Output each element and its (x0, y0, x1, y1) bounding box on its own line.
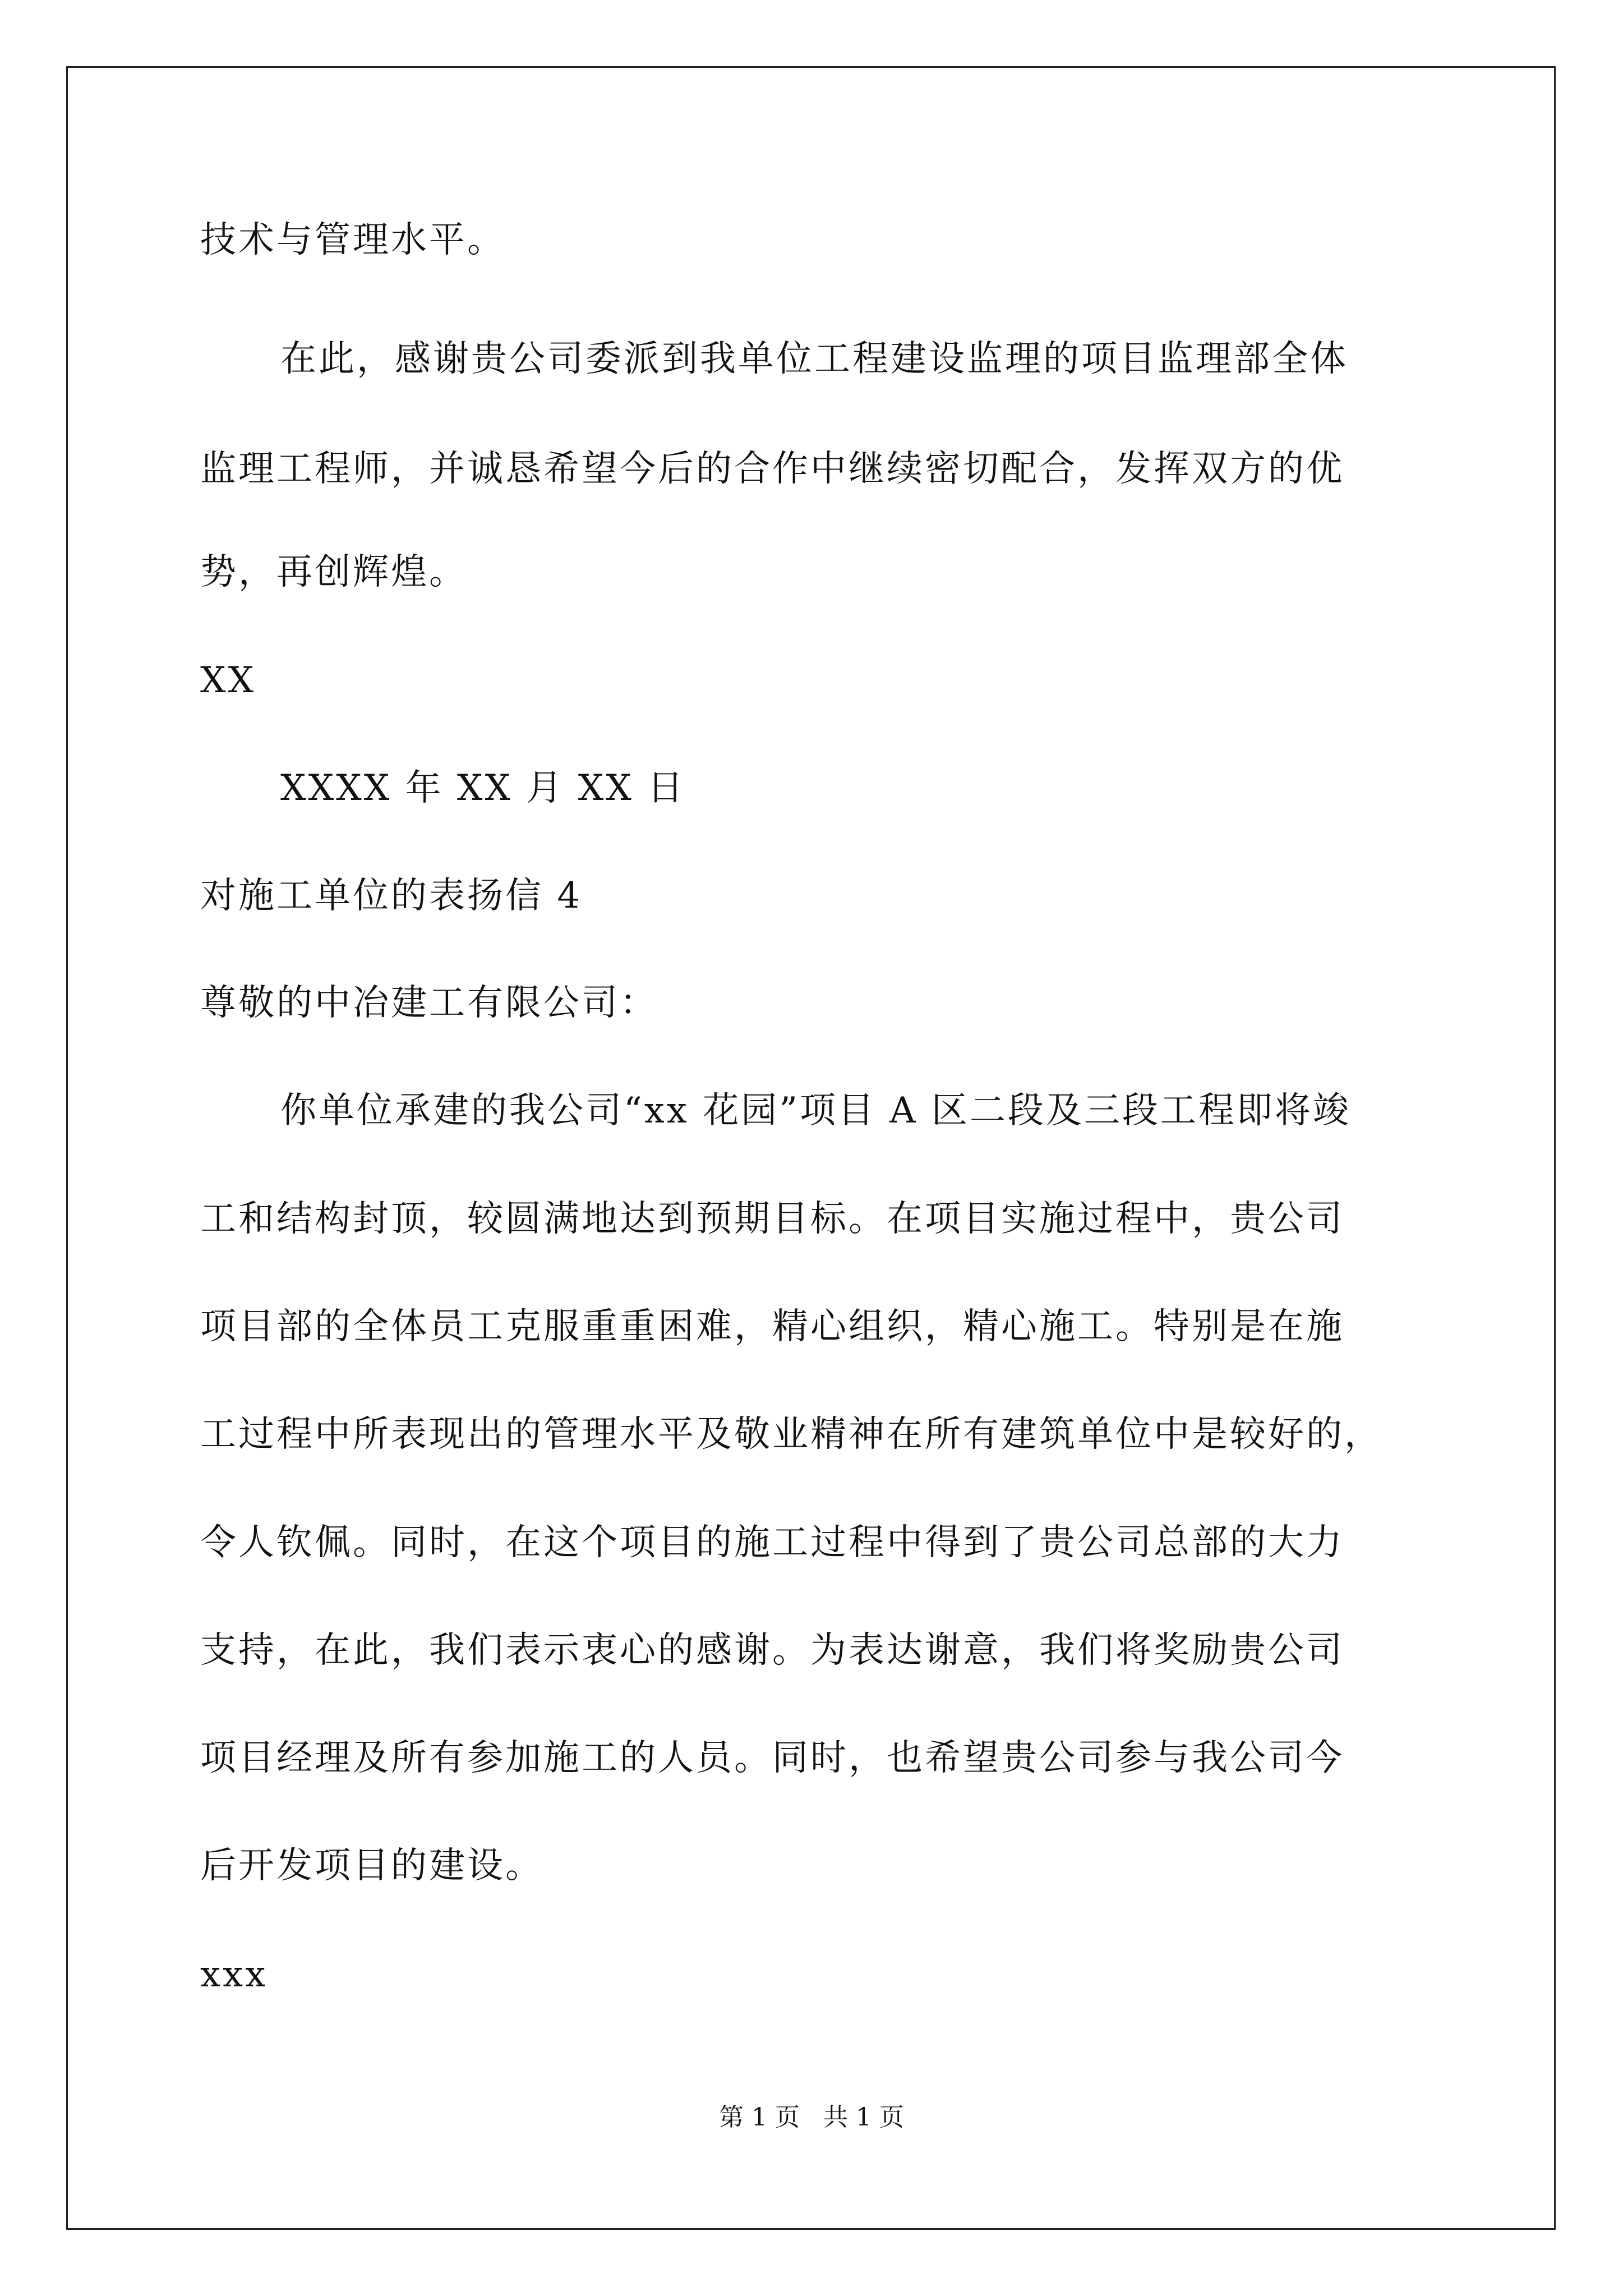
text-line: 工过程中所表现出的管理水平及敬业精神在所有建筑单位中是较好的， (200, 1414, 1382, 1455)
text-line: 势，再创辉煌。 (200, 551, 467, 593)
text-line: 技术与管理水平。 (200, 219, 505, 261)
signature-name: XX (200, 660, 256, 701)
text-line: 监理工程师，并诚恳希望今后的合作中继续密切配合，发挥双方的优 (200, 448, 1344, 490)
page-footer: 第 1 页 共 1 页 (719, 2103, 904, 2132)
signature-name: xxx (200, 1954, 268, 1995)
salutation: 尊敬的中冶建工有限公司： (200, 982, 658, 1024)
text-line: 项目部的全体员工克服重重困难，精心组织，精心施工。特别是在施 (200, 1306, 1344, 1347)
paragraph-start: 在此，感谢贵公司委派到我单位工程建设监理的项目监理部全体 (280, 338, 1348, 380)
paragraph-start: 你单位承建的我公司“xx 花园”项目 A 区二段及三段工程即将竣 (280, 1090, 1351, 1131)
text-line: 项目经理及所有参加施工的人员。同时，也希望贵公司参与我公司今 (200, 1737, 1344, 1779)
text-line: 支持，在此，我们表示衷心的感谢。为表达谢意，我们将奖励贵公司 (200, 1630, 1344, 1671)
page-border (66, 66, 1556, 2230)
date-line: XXXX 年 XX 月 XX 日 (280, 767, 686, 809)
letter-title: 对施工单位的表扬信 4 (200, 875, 583, 917)
text-line: 后开发项目的建设。 (200, 1845, 543, 1887)
text-line: 令人钦佩。同时，在这个项目的施工过程中得到了贵公司总部的大力 (200, 1522, 1344, 1563)
text-line: 工和结构封顶，较圆满地达到预期目标。在项目实施过程中，贵公司 (200, 1198, 1344, 1240)
